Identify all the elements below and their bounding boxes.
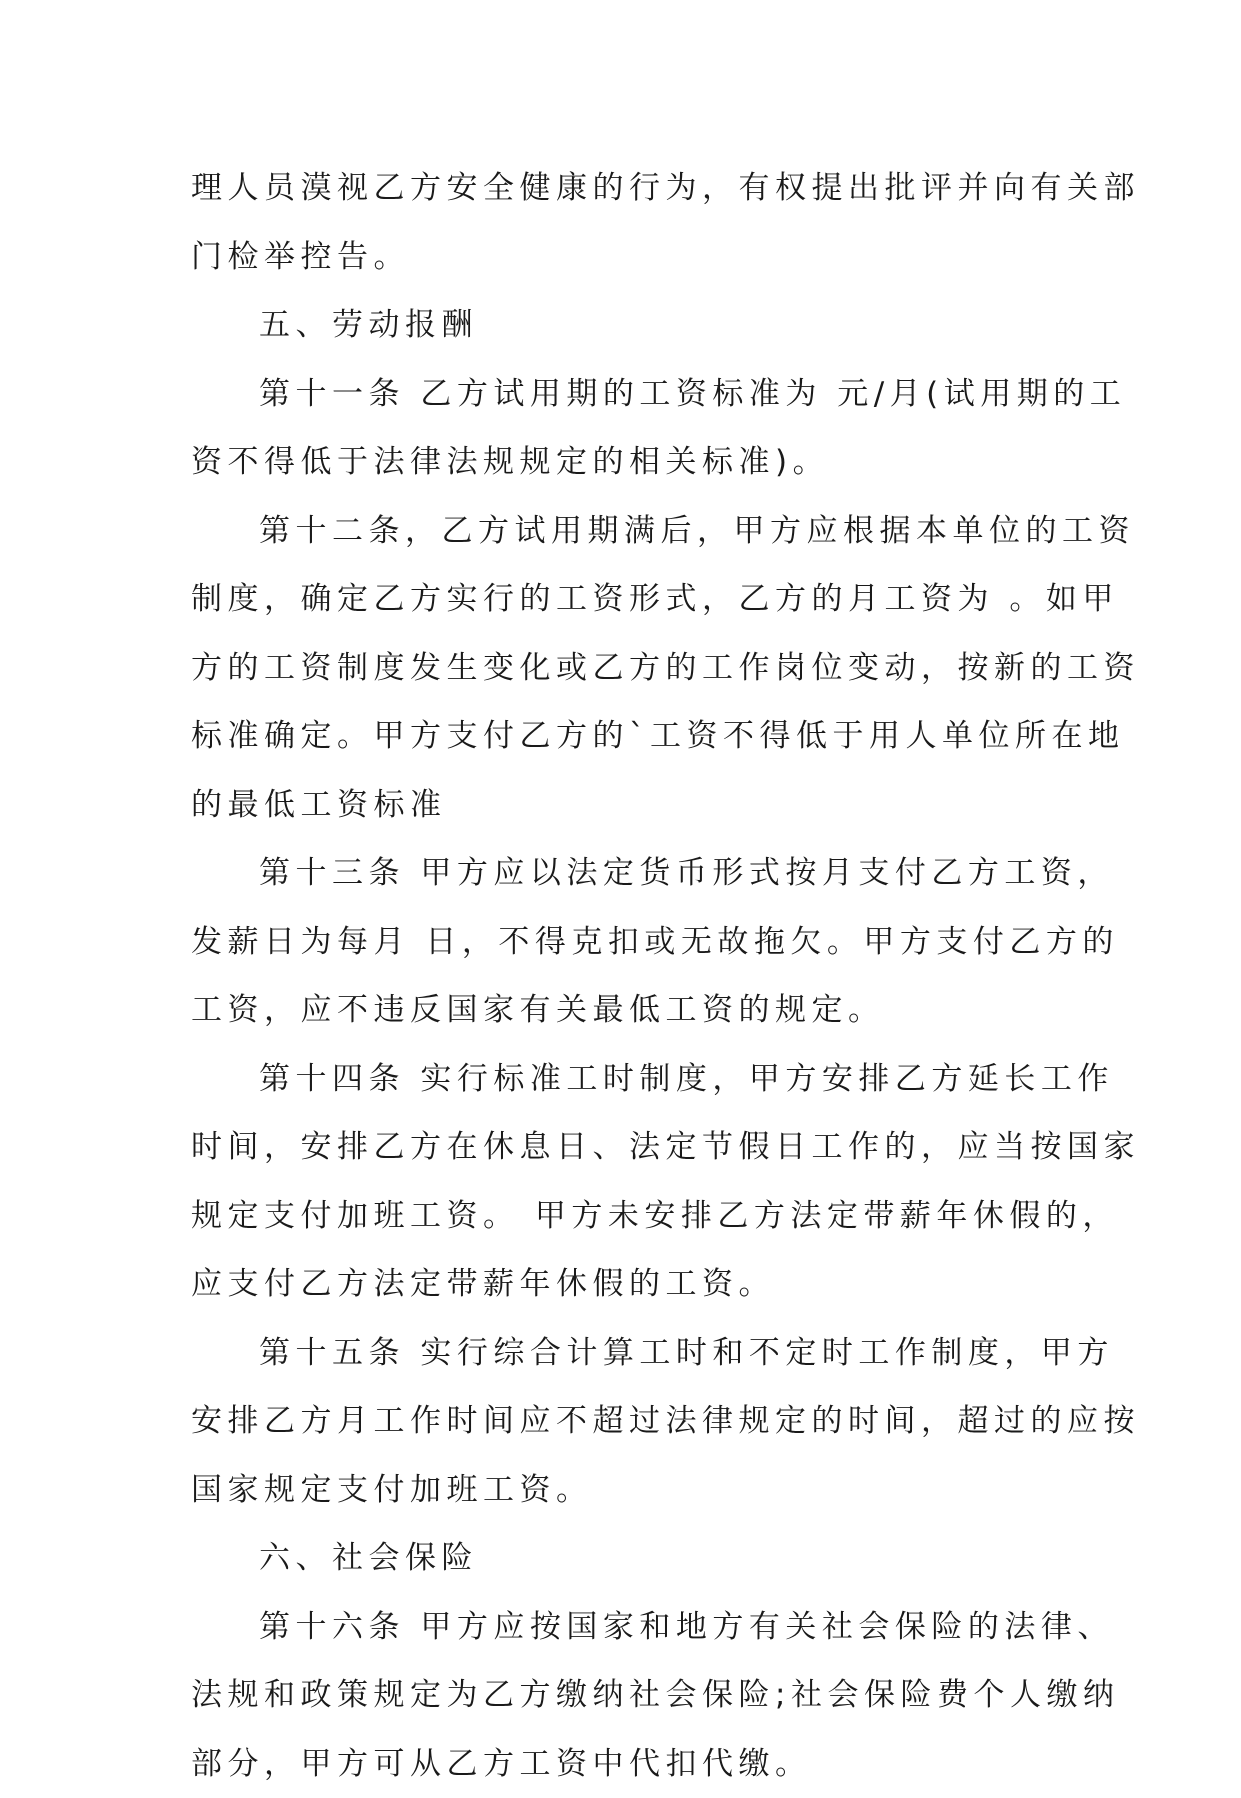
text-line: 理人员漠视乙方安全健康的行为，有权提出批评并向有关部 (191, 154, 1061, 223)
text-line: 法规和政策规定为乙方缴纳社会保险;社会保险费个人缴纳 (191, 1661, 1061, 1730)
text-line: 方的工资制度发生变化或乙方的工作岗位变动，按新的工资 (191, 634, 1061, 703)
text-line: 应支付乙方法定带薪年休假的工资。 (191, 1250, 1061, 1319)
text-line: 制度，确定乙方实行的工资形式，乙方的月工资为 。如甲 (191, 565, 1061, 634)
text-line: 门检举控告。 (191, 223, 1061, 292)
text-line: 国家规定支付加班工资。 (191, 1456, 1061, 1525)
text-line: 标准确定。甲方支付乙方的`工资不得低于用人单位所在地 (191, 702, 1061, 771)
text-line: 第十一条 乙方试用期的工资标准为 元/月(试用期的工 (191, 360, 1061, 429)
text-line: 时间，安排乙方在休息日、法定节假日工作的，应当按国家 (191, 1113, 1061, 1182)
text-line: 安排乙方月工作时间应不超过法律规定的时间，超过的应按 (191, 1387, 1061, 1456)
text-line: 资不得低于法律法规规定的相关标准)。 (191, 428, 1061, 497)
text-line: 第十二条，乙方试用期满后，甲方应根据本单位的工资 (191, 497, 1061, 566)
text-line: 第十六条 甲方应按国家和地方有关社会保险的法律、 (191, 1593, 1061, 1662)
text-line: 第十三条 甲方应以法定货币形式按月支付乙方工资， (191, 839, 1061, 908)
text-line: 工资，应不违反国家有关最低工资的规定。 (191, 976, 1061, 1045)
text-line: 第十五条 实行综合计算工时和不定时工作制度，甲方 (191, 1319, 1061, 1388)
text-line: 发薪日为每月 日，不得克扣或无故拖欠。甲方支付乙方的 (191, 908, 1061, 977)
text-line: 六、社会保险 (191, 1524, 1061, 1593)
text-line: 五、劳动报酬 (191, 291, 1061, 360)
document-body (191, 154, 1061, 1798)
text-line: 第十四条 实行标准工时制度，甲方安排乙方延长工作 (191, 1045, 1061, 1114)
text-line: 规定支付加班工资。 甲方未安排乙方法定带薪年休假的， (191, 1182, 1061, 1251)
text-line: 的最低工资标准 (191, 771, 1061, 840)
text-line: 部分，甲方可从乙方工资中代扣代缴。 (191, 1730, 1061, 1798)
